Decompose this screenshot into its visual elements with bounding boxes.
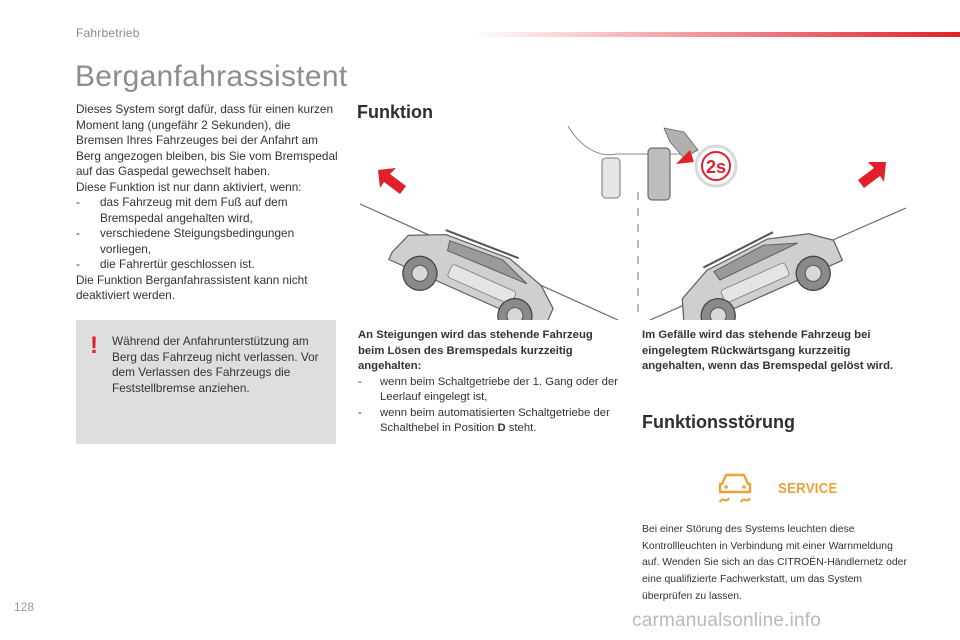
warning-exclamation-icon: !: [90, 332, 98, 359]
downhill-red-arrow-icon: [858, 162, 886, 188]
uphill-scene: [360, 168, 618, 320]
service-warning-label: SERVICE: [778, 480, 838, 497]
uphill-item: - wenn beim Schaltgetriebe der 1. Gang oder der Leerlauf eingelegt ist,: [358, 375, 619, 403]
intro-text: [76, 102, 338, 304]
uphill-description: [358, 328, 620, 437]
two-seconds-badge: [696, 146, 736, 186]
gear-position-d: D: [497, 422, 506, 434]
funktion-heading: Funktion: [357, 102, 433, 122]
warning-text: Während der Anfahrunterstützung am Berg das Fahrzeug nicht verlassen. Vor dem Verlassen des Fahrzeugs die Feststellbremse anziehen.: [112, 334, 319, 395]
conditions-lead: Diese Funktion ist nur dann aktiviert, wenn:: [76, 179, 302, 194]
uphill-red-arrow-icon: [378, 168, 406, 194]
intro-closing: Die Funktion Berganfahrassistent kann nicht deaktiviert werden.: [76, 272, 308, 302]
funktionsstoerung-text: Bei einer Störung des Systems leuchten diese Kontrollleuchten in Verbindung mit einer Warnmeldung auf. Wenden Sie sich an das CITROËN-Händlernetz oder eine qualifizierte Fachwerkstatt, um das System überprüfen zu lassen.: [642, 524, 907, 602]
header-accent-rule: [470, 32, 960, 37]
warning-box: [76, 320, 336, 444]
two-seconds-label: 2s: [705, 157, 727, 177]
uphill-lead: An Steigungen wird das stehende Fahrzeug beim Lösen des Bremspedals kurzzeitig angehalten:: [358, 329, 593, 372]
page-title: Berganfahrassistent: [75, 60, 348, 93]
pedal-inset: [568, 126, 698, 200]
downhill-description: Im Gefälle wird das stehende Fahrzeug bei eingelegtem Rückwärtsgang kurzzeitig angehalten, wenn das Bremspedal gelöst wird.: [642, 329, 894, 372]
downhill-scene: [650, 162, 906, 320]
page-number: 128: [14, 600, 35, 614]
condition-item: - die Fahrertür geschlossen ist.: [76, 257, 255, 271]
traction-slip-warning-icon: [714, 470, 756, 508]
condition-item: - das Fahrzeug mit dem Fuß auf dem Bremspedal angehalten wird,: [76, 195, 288, 225]
section-tab: Fahrbetrieb: [76, 26, 140, 40]
uphill-item: - wenn beim automatisierten Schaltgetriebe der Schalthebel in Position D steht.: [358, 406, 610, 434]
hill-assist-illustration: [354, 124, 910, 320]
watermark: carmanualsonline.info: [632, 610, 822, 631]
funktionsstoerung-heading: Funktionsstörung: [642, 412, 795, 432]
intro-paragraph: Dieses System sorgt dafür, dass für einen kurzen Moment lang (ungefähr 2 Sekunden), die Bremsen Ihres Fahrzeuges bei der Anfahrt am Berg angezogen bleiben, bis Sie vom Bremspedal auf das Gaspedal gewechselt haben.: [76, 102, 338, 178]
condition-item: - verschiedene Steigungsbedingungen vorliegen,: [76, 226, 295, 256]
